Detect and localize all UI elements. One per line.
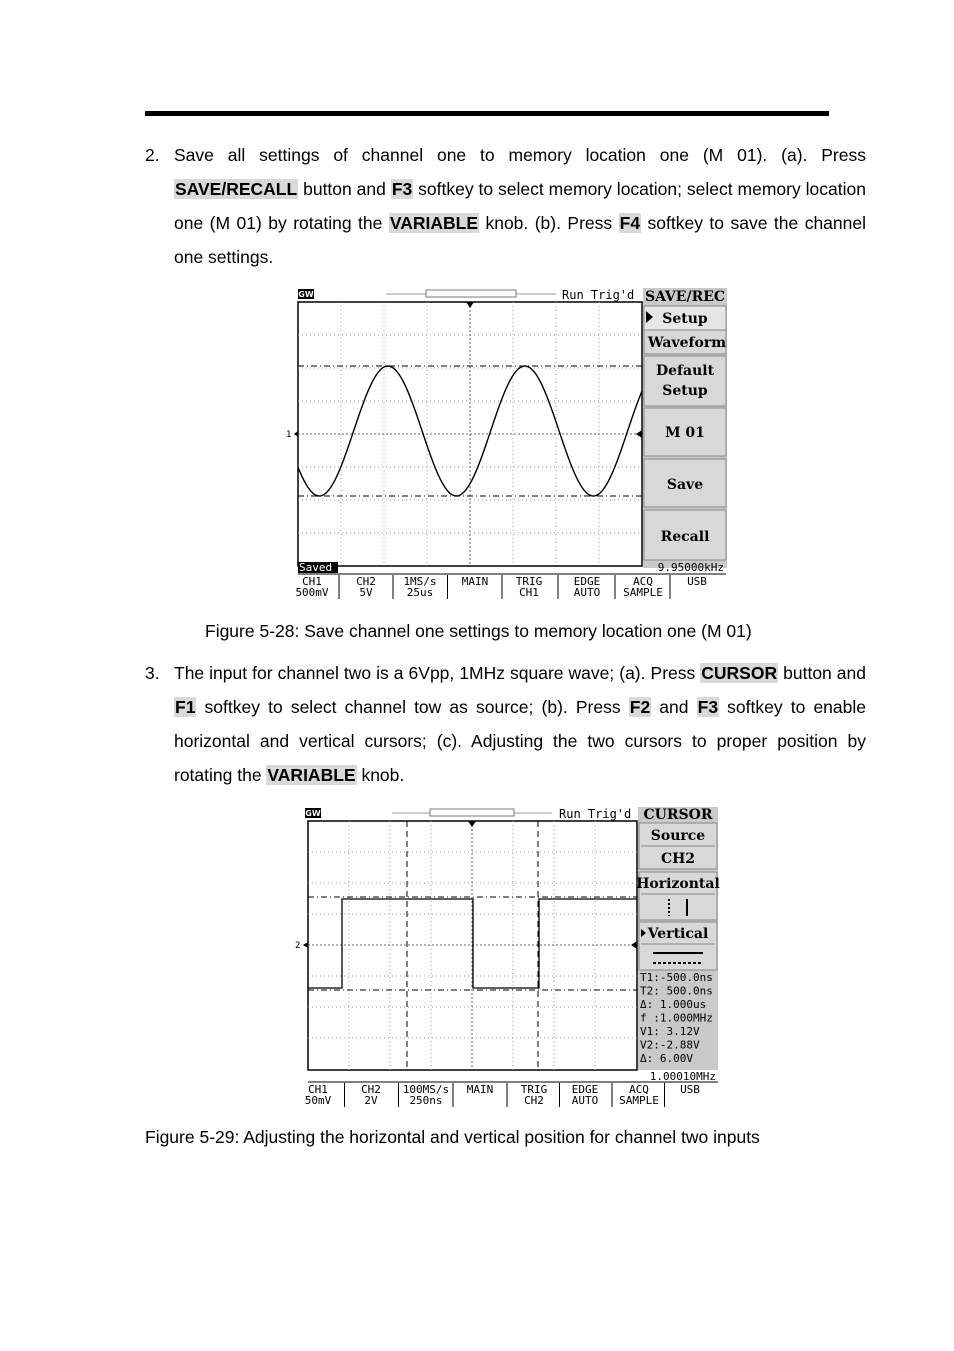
status-message: Saved: [299, 561, 333, 574]
info-100mss-value: 250ns: [409, 1094, 443, 1107]
key-f3: F3: [697, 697, 719, 717]
info-acq-label: ACQ: [629, 1083, 649, 1096]
cursor-readout-0: T1:-500.0ns: [640, 971, 713, 984]
key-f2: F2: [629, 697, 651, 717]
menu-setup[interactable]: Setup: [662, 311, 708, 327]
cursor-readout-6: Δ: 6.00V: [640, 1052, 693, 1065]
menu-vertical[interactable]: Vertical: [647, 926, 709, 942]
bottom-info-bar: [305, 1083, 701, 1107]
oscilloscope-screen-fig28: [286, 286, 728, 604]
key-save-recall: SAVE/RECALL: [175, 179, 298, 199]
info-main-label: MAIN: [466, 1083, 494, 1096]
info-ch2-value: 2V: [364, 1094, 378, 1107]
info-ch2-value: 5V: [359, 586, 373, 599]
info-ch1-label: CH1: [308, 1083, 328, 1096]
memory-bar: [426, 290, 516, 297]
step-2: [145, 138, 866, 274]
cursor-readout-1: T2: 500.0ns: [640, 984, 713, 998]
channel-marker: 1: [286, 430, 292, 440]
step-number: 3.: [145, 663, 160, 683]
save-recall-menu: [643, 288, 727, 568]
step-text: Save all settings of channel one to memory location one (M 01). (a). Press SAVE/RECALL button and F3 softkey to select memory location; select memory location one (M 01) by rotating the VARIABLE knob. (b). Press F4 softkey to save the channel one settings.: [174, 145, 867, 267]
info-1mss-value: 25us: [406, 586, 434, 599]
header-rule: [145, 111, 829, 116]
key-f1: F1: [175, 697, 196, 717]
graticule: [298, 302, 642, 566]
key-f3: F3: [391, 179, 413, 199]
step-3: [145, 656, 866, 792]
oscilloscope-screen-fig29: [292, 805, 720, 1110]
info-1mss-label: 1MS/s: [403, 575, 437, 588]
menu-source-value[interactable]: CH2: [660, 851, 696, 867]
svg-text:GW: GW: [305, 809, 321, 818]
info-edge-value: AUTO: [573, 586, 601, 599]
channel-marker: 2: [295, 941, 301, 951]
menu-default-setup[interactable]: Setup: [662, 383, 708, 399]
info-100mss-label: 100MS/s: [402, 1083, 450, 1096]
frequency-readout: 9.95000kHz: [657, 561, 724, 574]
menu-default[interactable]: Default: [655, 363, 715, 379]
key-variable: VARIABLE: [389, 213, 478, 233]
step-text: The input for channel two is a 6Vpp, 1MHz square wave; (a). Press CURSOR button and F1 softkey to select channel tow as source; (b). Press F2 and F3 softkey to enable horizontal and vertical cursors; (c). Adjusting the two cursors to proper position by rotating the VARIABLE knob.: [174, 663, 866, 785]
menu-horizontal[interactable]: Horizontal: [636, 876, 720, 892]
cursor-readout-3: f :1.000MHz: [640, 1011, 713, 1025]
info-acq-value: SAMPLE: [619, 1094, 659, 1107]
menu-memory-slot[interactable]: M 01: [665, 425, 705, 441]
info-ch1-label: CH1: [302, 575, 322, 588]
menu-title: SAVE/REC: [644, 289, 726, 305]
info-acq-label: ACQ: [633, 575, 653, 588]
trigger-status: Run Trig'd: [562, 288, 635, 302]
info-trig-label: TRIG: [515, 575, 543, 588]
menu-title: CURSOR: [643, 807, 713, 823]
key-variable: VARIABLE: [267, 765, 356, 785]
info-ch2-label: CH2: [361, 1083, 381, 1096]
info-trig-label: TRIG: [520, 1083, 548, 1096]
info-trig-value: CH2: [524, 1094, 544, 1107]
cursor-readout-5: V2:-2.88V: [640, 1038, 700, 1052]
figure-caption-29: Figure 5-29: Adjusting the horizontal and vertical position for channel two inputs: [145, 1127, 760, 1147]
info-trig-value: CH1: [519, 586, 539, 599]
info-edge-value: AUTO: [571, 1094, 599, 1107]
menu-source[interactable]: Source: [650, 828, 706, 844]
info-edge-label: EDGE: [573, 575, 601, 588]
step-number: 2.: [145, 145, 160, 165]
frequency-readout: 1.00010MHz: [649, 1070, 716, 1083]
info-usb-label: USB: [680, 1083, 700, 1096]
memory-bar: [430, 809, 514, 816]
info-usb-label: USB: [687, 575, 707, 588]
info-ch1-value: 50mV: [304, 1094, 332, 1107]
info-edge-label: EDGE: [571, 1083, 599, 1096]
figure-caption-28: Figure 5-28: Save channel one settings to memory location one (M 01): [205, 621, 752, 641]
bottom-info-bar: [295, 575, 707, 599]
info-main-label: MAIN: [461, 575, 489, 588]
svg-text:GW: GW: [298, 290, 314, 299]
info-ch1-value: 500mV: [295, 586, 329, 599]
cursor-readout-2: Δ: 1.000us: [640, 998, 707, 1011]
menu-recall[interactable]: Recall: [660, 529, 710, 545]
key-f4: F4: [619, 213, 641, 233]
menu-waveform[interactable]: Waveform: [647, 335, 727, 351]
menu-save[interactable]: Save: [666, 477, 704, 493]
info-ch2-label: CH2: [356, 575, 376, 588]
key-cursor: CURSOR: [701, 663, 778, 683]
cursor-menu: [636, 807, 720, 1070]
trigger-status: Run Trig'd: [559, 807, 632, 821]
cursor-readout-4: V1: 3.12V: [640, 1025, 700, 1038]
info-acq-value: SAMPLE: [623, 586, 663, 599]
